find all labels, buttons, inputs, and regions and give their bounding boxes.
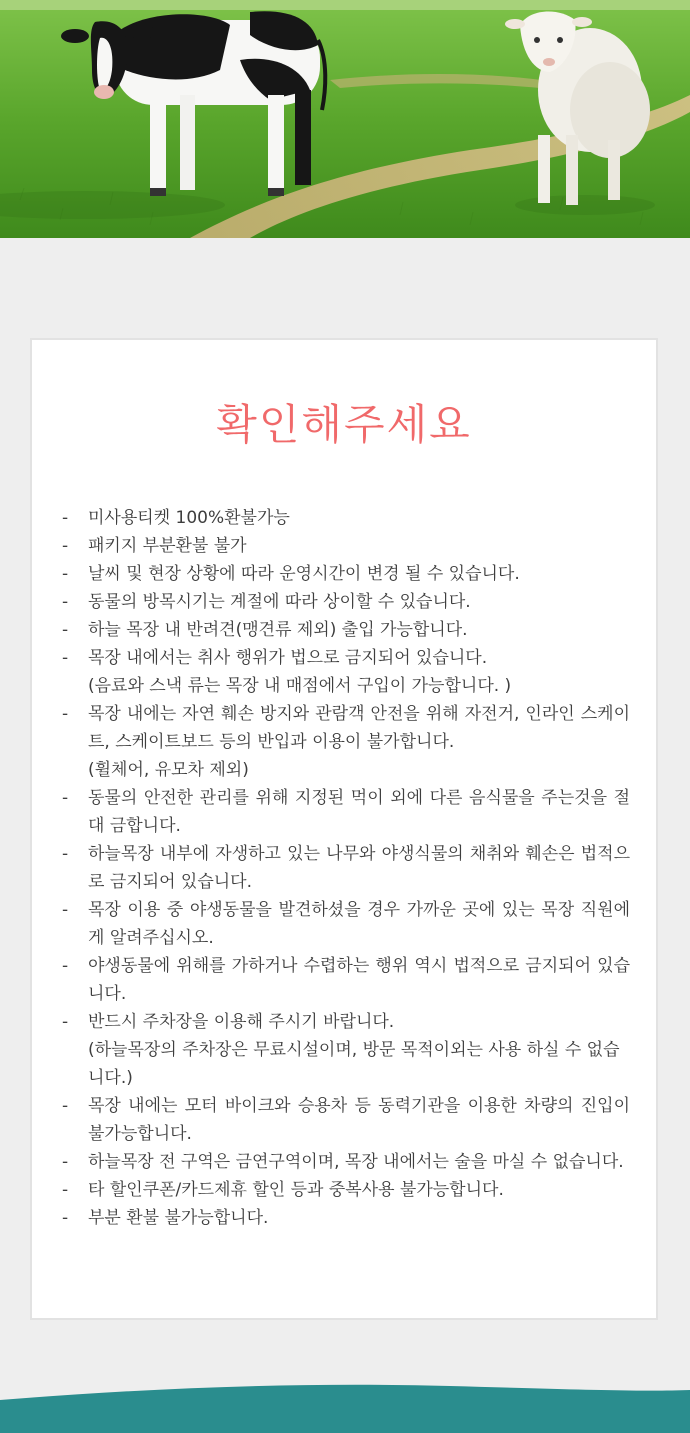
bullet-dash: - — [62, 1208, 69, 1228]
notice-text: 타 할인쿠폰/카드제휴 할인 등과 중복사용 불가능합니다. — [88, 1180, 504, 1200]
notice-text: 미사용티켓 100%환불가능 — [88, 508, 290, 528]
notice-text: 목장 이용 중 야생동물을 발견하셨을 경우 가까운 곳에 있는 목장 직원에게 알려주십시오. — [88, 900, 630, 948]
bullet-dash: - — [62, 536, 69, 556]
notice-note: (하늘목장의 주차장은 무료시설이며, 방문 목적이외는 사용 하실 수 없습니다.) — [88, 1040, 620, 1088]
bullet-dash: - — [62, 508, 69, 528]
notice-text: 목장 내에서는 취사 행위가 법으로 금지되어 있습니다. — [88, 648, 488, 668]
bullet-dash: - — [62, 1152, 69, 1172]
notice-text: 목장 내에는 자연 훼손 방지와 관람객 안전을 위해 자전거, 인라인 스케이트, 스케이트보드 등의 반입과 이용이 불가합니다. — [88, 704, 630, 752]
notice-item — [62, 588, 630, 616]
notice-text: 하늘목장 내부에 자생하고 있는 나무와 야생식물의 채취와 훼손은 법적으로 금지되어 있습니다. — [88, 844, 630, 892]
notice-item — [62, 1204, 630, 1232]
notice-item — [62, 616, 630, 644]
bullet-dash: - — [62, 704, 69, 724]
notice-item — [62, 560, 630, 588]
bullet-dash: - — [62, 956, 69, 976]
notice-text: 동물의 방목시기는 계절에 따라 상이할 수 있습니다. — [88, 592, 471, 612]
notice-item — [62, 1008, 630, 1092]
bullet-dash: - — [62, 1180, 69, 1200]
notice-item — [62, 896, 630, 952]
bullet-dash: - — [62, 1012, 69, 1032]
bullet-dash: - — [62, 648, 69, 668]
notice-note: (휠체어, 유모차 제외) — [88, 760, 249, 780]
bullet-dash: - — [62, 900, 69, 920]
notice-item — [62, 1092, 630, 1148]
pasture-illustration — [0, 0, 690, 238]
bullet-dash: - — [62, 1096, 69, 1116]
notice-text: 반드시 주차장을 이용해 주시기 바랍니다. — [88, 1012, 395, 1032]
notice-title: 확인해주세요 — [216, 400, 472, 449]
notice-item — [62, 840, 630, 896]
notice-item — [62, 644, 630, 700]
notice-item — [62, 784, 630, 840]
notice-text: 목장 내에는 모터 바이크와 승용차 등 동력기관을 이용한 차량의 진입이 불가능합니다. — [88, 1096, 630, 1144]
hero-image — [0, 0, 690, 238]
notice-text: 하늘 목장 내 반려견(맹견류 제외) 출입 가능합니다. — [88, 620, 468, 640]
notice-text: 부분 환불 불가능합니다. — [88, 1208, 269, 1228]
notice-card — [30, 338, 658, 1320]
notice-text: 동물의 안전한 관리를 위해 지정된 먹이 외에 다른 음식물을 주는것을 절대 금합니다. — [88, 788, 630, 836]
bottom-wave — [0, 1378, 690, 1433]
bullet-dash: - — [62, 592, 69, 612]
bullet-dash: - — [62, 844, 69, 864]
notice-text: 야생동물에 위해를 가하거나 수렵하는 행위 역시 법적으로 금지되어 있습니다. — [88, 956, 630, 1004]
notice-text: 하늘목장 전 구역은 금연구역이며, 목장 내에서는 술을 마실 수 없습니다. — [88, 1152, 624, 1172]
bullet-dash: - — [62, 620, 69, 640]
bullet-dash: - — [62, 788, 69, 808]
notice-text: 패키지 부분환불 불가 — [88, 536, 247, 556]
notice-item — [62, 700, 630, 784]
notice-text: 날씨 및 현장 상황에 따라 운영시간이 변경 될 수 있습니다. — [88, 564, 520, 584]
notice-item — [62, 504, 630, 532]
notice-item — [62, 1176, 630, 1204]
bullet-dash: - — [62, 564, 69, 584]
notice-item — [62, 952, 630, 1008]
notice-list — [62, 504, 630, 1232]
notice-note: (음료와 스낵 류는 목장 내 매점에서 구입이 가능합니다. ) — [88, 676, 512, 696]
notice-item — [62, 532, 630, 560]
notice-item — [62, 1148, 630, 1176]
